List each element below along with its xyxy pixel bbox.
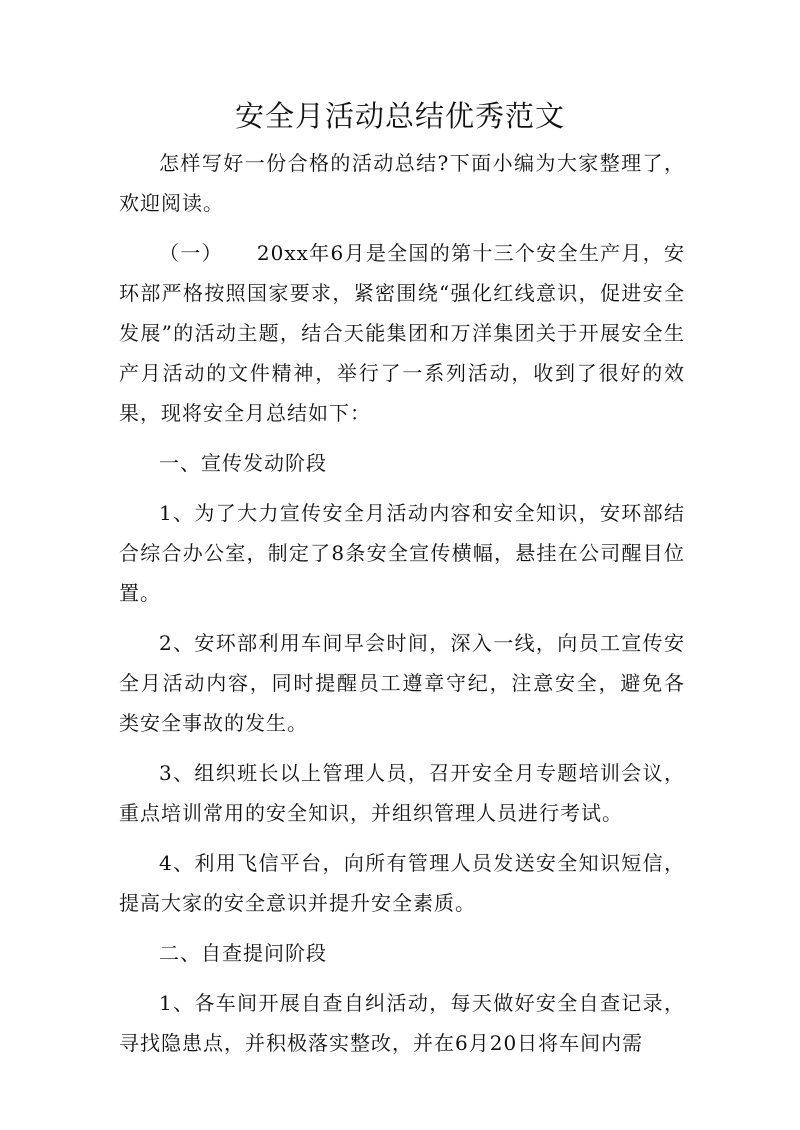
- list-item-2-1: 1、各车间开展自查自纠活动，每天做好安全自查记录，寻找隐患点，并积极落实整改，并在6月20日将车间内需: [119, 991, 685, 1055]
- list-item-1-3: 3、组织班长以上管理人员，召开安全月专题培训会议，重点培训常用的安全知识，并组织管理人员进行考试。: [119, 761, 685, 825]
- intro-paragraph: 怎样写好一份合格的活动总结?下面小编为大家整理了，欢迎阅读。: [119, 151, 685, 215]
- heading-publicity-stage: 一、宣传发动阶段: [159, 451, 327, 475]
- list-item-1-4: 4、利用飞信平台，向所有管理人员发送安全知识短信，提高大家的安全意识并提升安全素质。: [119, 851, 685, 915]
- list-item-1-2: 2、安环部利用车间早会时间，深入一线，向员工宣传安全月活动内容，同时提醒员工遵章守纪，注意安全，避免各类安全事故的发生。: [119, 631, 685, 735]
- heading-self-inspection-stage: 二、自查提问阶段: [159, 941, 327, 965]
- document-title: 安全月活动总结优秀范文: [234, 99, 565, 133]
- section-one-paragraph: [119, 233, 685, 433]
- section-one-text: 20xx年6月是全国的第十三个安全生产月，安环部严格按照国家要求，紧密围绕“强化红线意识，促进安全发展”的活动主题，结合天能集团和万洋集团关于开展安全生产月活动的文件精神，举行了一系列活动，收到了很好的效果，现将安全月总结如下：: [119, 241, 686, 425]
- section-marker: （一）: [159, 241, 223, 265]
- document-body: [119, 143, 685, 1073]
- list-item-1-1: 1、为了大力宣传安全月活动内容和安全知识，安环部结合综合办公室，制定了8条安全宣传横幅，悬挂在公司醒目位置。: [119, 501, 685, 605]
